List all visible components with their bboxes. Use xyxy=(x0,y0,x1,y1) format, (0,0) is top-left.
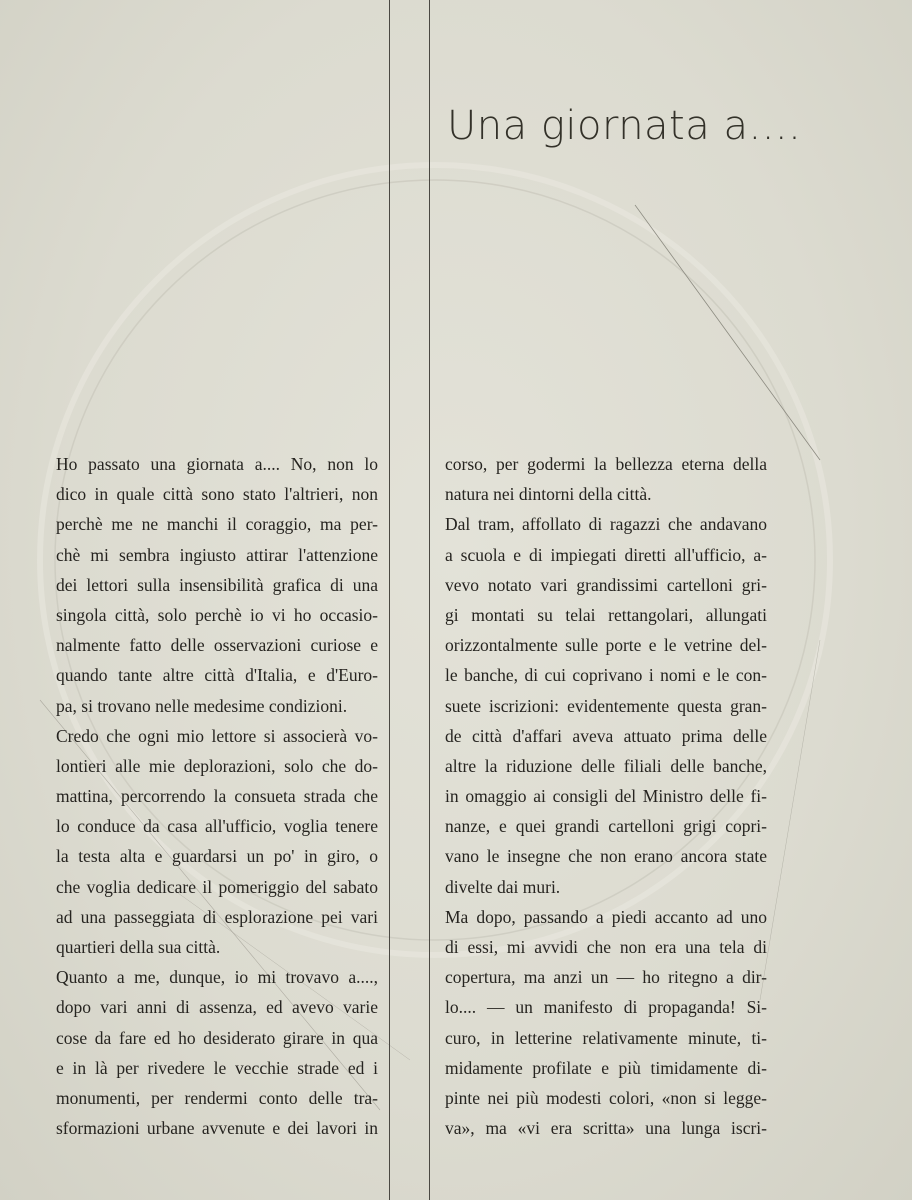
text-line: singola città, solo perchè io vi ho occasio- xyxy=(56,604,378,625)
text-line: sformazioni urbane avvenute e dei lavori in xyxy=(56,1118,378,1139)
text-line: Quanto a me, dunque, io mi trovavo a...., xyxy=(56,967,378,988)
text-line: a scuola e di impiegati diretti all'ufficio, a- xyxy=(445,544,767,565)
text-line: midamente profilate e più timidamente di- xyxy=(445,1057,767,1078)
article-column-left xyxy=(56,449,378,1143)
text-line: monumenti, per rendermi conto delle tra- xyxy=(56,1087,378,1108)
text-line: di essi, mi avvidi che non era una tela di xyxy=(445,937,767,957)
text-line: cose da fare ed ho desiderato girare in qua xyxy=(56,1027,378,1048)
text-line: nalmente fatto delle osservazioni curiose e xyxy=(56,635,378,656)
text-line: lo conduce da casa all'ufficio, voglia tenere xyxy=(56,816,378,837)
text-line: de città d'affari aveva attuato prima delle xyxy=(445,725,767,746)
text-line: quartieri della sua città. xyxy=(56,937,221,957)
text-line: curo, in letterine relativamente minute, ti- xyxy=(445,1027,767,1048)
column-rule-right xyxy=(429,0,430,1200)
text-line: in omaggio ai consigli del Ministro delle fi- xyxy=(445,786,767,807)
text-line: Credo che ogni mio lettore si associerà vo- xyxy=(56,725,378,746)
text-line: corso, per godermi la bellezza eterna della xyxy=(445,454,767,474)
text-line: dei lettori sulla insensibilità grafica di una xyxy=(56,574,378,595)
text-line: divelte dai muri. xyxy=(445,876,561,897)
article-title: Una giornata a.... xyxy=(447,103,802,149)
column-rule-left xyxy=(389,0,390,1200)
text-line: mattina, percorrendo la consueta strada che xyxy=(56,786,378,807)
text-line: suete iscrizioni: evidentemente questa gran- xyxy=(445,695,767,716)
text-line: che voglia dedicare il pomeriggio del sabato xyxy=(56,876,378,897)
text-line: va», ma «vi era scritta» una lunga iscri- xyxy=(445,1118,767,1139)
text-line: pinte nei più modesti colori, «non si legge- xyxy=(445,1087,767,1108)
text-line: natura nei dintorni della città. xyxy=(445,484,652,505)
text-line: lontieri alle mie deplorazioni, solo che do- xyxy=(56,755,378,776)
text-line: gi montati su telai rettangolari, allungati xyxy=(445,604,767,625)
article-column-right xyxy=(445,449,767,1143)
text-line: ad una passeggiata di esplorazione pei vari xyxy=(56,906,378,927)
text-line: altre la riduzione delle filiali delle banche, xyxy=(445,755,767,776)
text-line: dico in quale città sono stato l'altrieri, non xyxy=(56,484,378,505)
text-line: le banche, di cui coprivano i nomi e le con- xyxy=(445,665,767,686)
text-line: copertura, ma anzi un — ho ritegno a dir- xyxy=(445,967,767,988)
text-line: orizzontalmente sulle porte e le vetrine del- xyxy=(445,635,767,656)
text-line: Ho passato una giornata a.... No, non lo xyxy=(56,454,378,474)
text-line: vevo notato vari grandissimi cartelloni gri- xyxy=(445,574,767,595)
text-line: e in là per rivedere le vecchie strade ed i xyxy=(56,1057,378,1078)
text-line: vano le insegne che non erano ancora state xyxy=(445,846,767,867)
text-line: Ma dopo, passando a piedi accanto ad uno xyxy=(445,906,767,927)
text-line: nanze, e quei grandi cartelloni grigi copri- xyxy=(445,816,767,837)
text-line: pa, si trovano nelle medesime condizioni. xyxy=(56,695,348,716)
text-line: dopo vari anni di assenza, ed avevo varie xyxy=(56,997,378,1018)
text-line: lo.... — un manifesto di propaganda! Si- xyxy=(445,997,767,1018)
text-line: quando tante altre città d'Italia, e d'Euro- xyxy=(56,665,378,686)
text-line: perchè me ne manchi il coraggio, ma per- xyxy=(56,514,378,535)
text-line: la testa alta e guardarsi un po' in giro, o xyxy=(56,846,378,867)
text-line: chè mi sembra ingiusto attirar l'attenzione xyxy=(56,544,378,565)
text-line: Dal tram, affollato di ragazzi che andavano xyxy=(445,514,767,535)
